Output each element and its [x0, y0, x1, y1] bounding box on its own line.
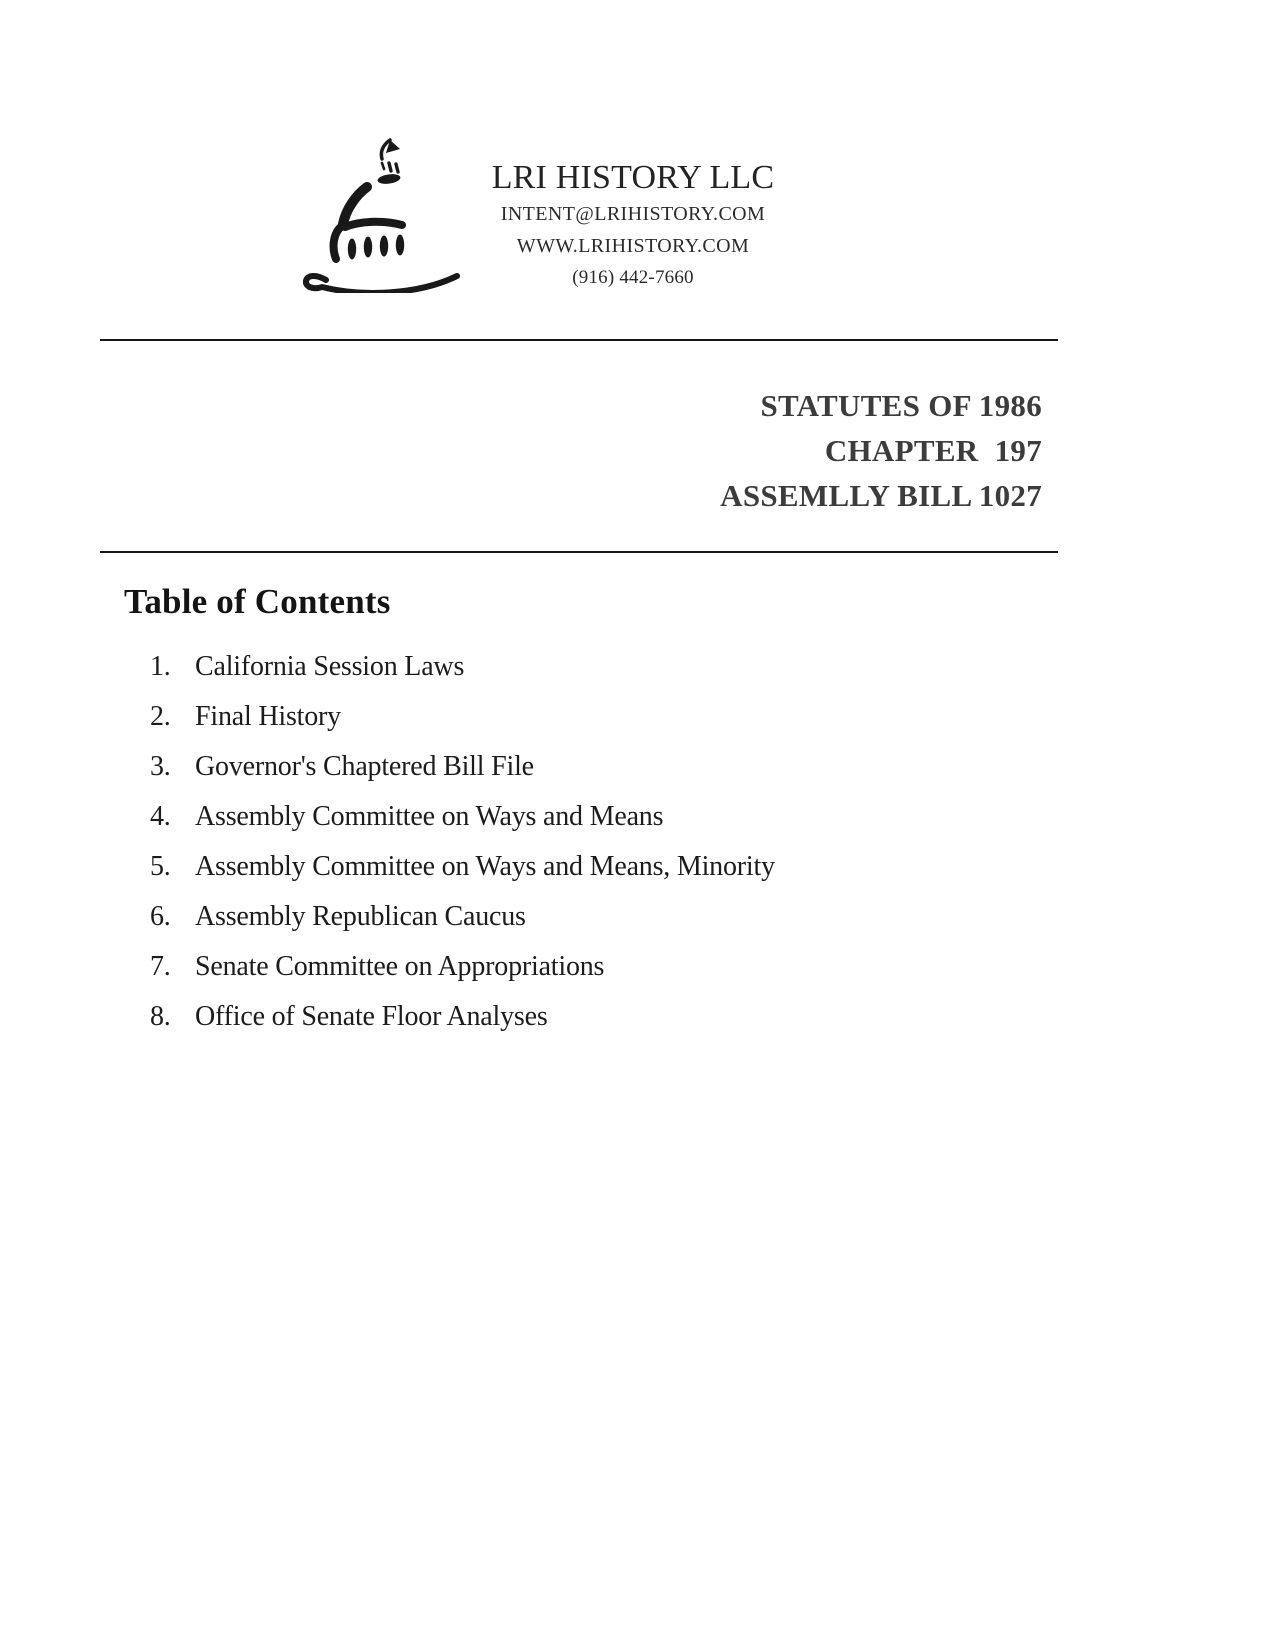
- toc-item-2: [150, 701, 775, 732]
- toc-item-3: [150, 751, 775, 782]
- toc-item-number: 6.: [150, 901, 171, 932]
- org-website: WWW.LRIHISTORY.COM: [516, 235, 750, 257]
- statute-title-block: [720, 383, 1042, 518]
- divider-top: [100, 339, 1058, 341]
- toc-item-4: [150, 801, 775, 832]
- toc-item-number: 7.: [150, 951, 171, 982]
- toc-item-label: California Session Laws: [195, 651, 465, 682]
- divider-middle: [100, 551, 1058, 553]
- toc-item-label: Assembly Committee on Ways and Means, Minority: [195, 851, 775, 882]
- statutes-year-line: STATUTES OF 1986: [760, 388, 1042, 423]
- toc-list: [150, 651, 775, 1051]
- toc-item-number: 8.: [150, 1001, 171, 1032]
- toc-item-label: Assembly Committee on Ways and Means: [195, 801, 664, 832]
- toc-item-7: [150, 951, 775, 982]
- letterhead: [403, 158, 863, 294]
- toc-item-number: 5.: [150, 851, 171, 882]
- org-name: LRI HISTORY LLC: [491, 159, 775, 196]
- toc-item-8: [150, 1001, 775, 1032]
- toc-item-label: Assembly Republican Caucus: [195, 901, 526, 932]
- toc-item-number: 4.: [150, 801, 171, 832]
- toc-item-label: Governor's Chaptered Bill File: [195, 751, 534, 782]
- toc-item-6: [150, 901, 775, 932]
- toc-item-1: [150, 651, 775, 682]
- toc-item-5: [150, 851, 775, 882]
- toc-item-number: 3.: [150, 751, 171, 782]
- assembly-bill-line: ASSEMLLY BILL 1027: [720, 478, 1042, 513]
- org-phone: (916) 442-7660: [572, 267, 694, 288]
- toc-item-label: Senate Committee on Appropriations: [195, 951, 605, 982]
- org-email: INTENT@LRIHISTORY.COM: [500, 203, 766, 225]
- toc-item-label: Final History: [195, 701, 341, 732]
- toc-item-label: Office of Senate Floor Analyses: [195, 1001, 548, 1032]
- chapter-line: CHAPTER 197: [824, 433, 1042, 468]
- toc-heading: Table of Contents: [124, 582, 391, 621]
- toc-item-number: 1.: [150, 651, 171, 682]
- toc-item-number: 2.: [150, 701, 171, 732]
